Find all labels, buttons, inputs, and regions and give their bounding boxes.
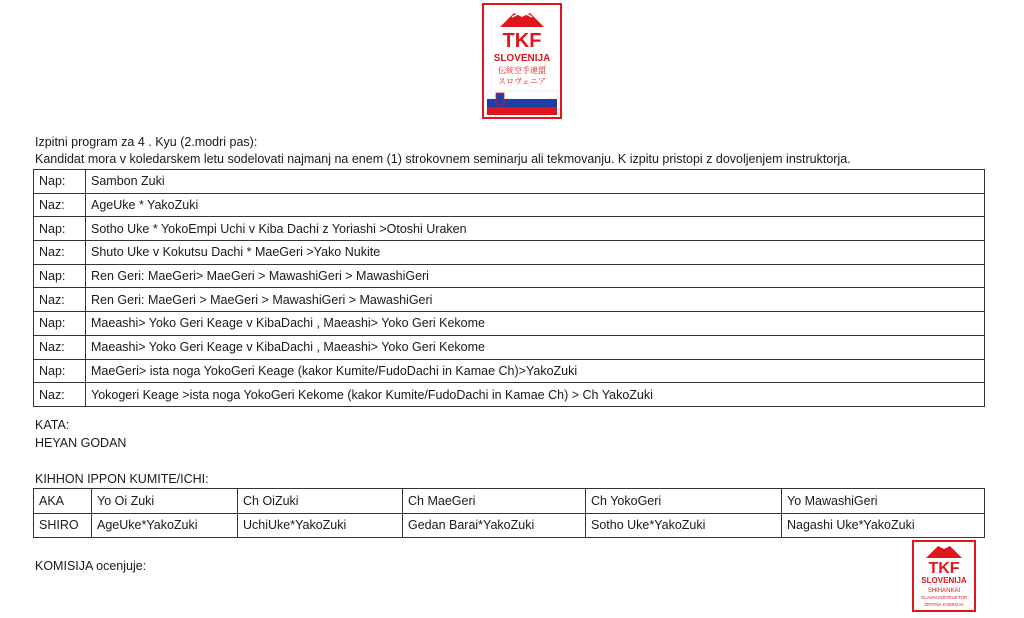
table-cell: Ch MaeGeri: [403, 489, 586, 514]
table-row: [34, 513, 985, 538]
table-row: [34, 359, 985, 383]
table-cell: Gedan Barai*YakoZuki: [403, 513, 586, 538]
row-label: SHIRO: [34, 513, 92, 538]
row-label: Nap:: [34, 170, 86, 194]
row-label: Naz:: [34, 241, 86, 265]
table-row: [34, 264, 985, 288]
stamp-line4: IZPITNA KOMISIJA: [924, 602, 964, 607]
row-label: Naz:: [34, 335, 86, 359]
technique-cell: MaeGeri> ista noga YokoGeri Keage (kakor Kumite/FudoDachi in Kamae Ch)>YakoZuki: [86, 359, 985, 383]
kata-title: KATA:: [35, 418, 70, 432]
row-label: AKA: [34, 489, 92, 514]
stamp-letters: TKF: [928, 560, 960, 577]
table-row: [34, 170, 985, 194]
kihon-title: KIHHON IPPON KUMITE/ICHI:: [35, 472, 209, 486]
technique-cell: Ren Geri: MaeGeri > MaeGeri > MawashiGeri > MawashiGeri: [86, 288, 985, 312]
technique-cell: Maeashi> Yoko Geri Keage v KibaDachi , Maeashi> Yoko Geri Kekome: [86, 312, 985, 336]
technique-cell: Sambon Zuki: [86, 170, 985, 194]
exam-requirement-text: Kandidat mora v koledarskem letu sodelovati najmanj na enem (1) strokovnem seminarju ali tekmovanju. K izpitu pristopi z dovoljenjem instruktorja.: [35, 152, 851, 166]
row-label: Nap:: [34, 359, 86, 383]
table-cell: Nagashi Uke*YakoZuki: [782, 513, 985, 538]
row-label: Nap:: [34, 312, 86, 336]
stamp-line1: SLOVENIJA: [921, 576, 967, 585]
stamp-line2: SHIHANKAI: [927, 588, 961, 594]
table-row: [34, 241, 985, 265]
komisija-label: KOMISIJA ocenjuje:: [35, 559, 147, 573]
table-cell: AgeUke*YakoZuki: [92, 513, 238, 538]
exam-program-title: Izpitni program za 4 . Kyu (2.modri pas):: [35, 135, 258, 149]
table-row: [34, 288, 985, 312]
table-cell: UchiUke*YakoZuki: [238, 513, 403, 538]
logo-line3: スロヴェニア: [498, 77, 546, 86]
row-label: Naz:: [34, 383, 86, 407]
technique-table: [33, 169, 985, 407]
row-label: Nap:: [34, 264, 86, 288]
row-label: Naz:: [34, 193, 86, 217]
table-cell: Yo Oi Zuki: [92, 489, 238, 514]
kihon-kumite-table: [33, 488, 985, 538]
table-row: [34, 217, 985, 241]
tkf-stamp-logo: [912, 540, 976, 612]
table-row: [34, 383, 985, 407]
table-cell: Yo MawashiGeri: [782, 489, 985, 514]
logo-line1: SLOVENIJA: [493, 53, 551, 64]
logo-letters: TKF: [502, 30, 542, 52]
technique-cell: Yokogeri Keage >ista noga YokoGeri Kekome (kakor Kumite/FudoDachi in Kamae Ch) > Ch YakoZuki: [86, 383, 985, 407]
table-row: [34, 489, 985, 514]
table-row: [34, 335, 985, 359]
technique-cell: Maeashi> Yoko Geri Keage v KibaDachi , Maeashi> Yoko Geri Kekome: [86, 335, 985, 359]
row-label: Nap:: [34, 217, 86, 241]
logo-line2: 伝統空手連盟: [498, 66, 546, 75]
stamp-line3: GLAVNI INŠTRUKTOR: [920, 595, 968, 600]
technique-cell: Sotho Uke * YokoEmpi Uchi v Kiba Dachi z Yoriashi >Otoshi Uraken: [86, 217, 985, 241]
technique-cell: Ren Geri: MaeGeri> MaeGeri > MawashiGeri > MawashiGeri: [86, 264, 985, 288]
table-cell: Sotho Uke*YakoZuki: [586, 513, 782, 538]
table-cell: Ch YokoGeri: [586, 489, 782, 514]
table-cell: Ch OiZuki: [238, 489, 403, 514]
row-label: Naz:: [34, 288, 86, 312]
tkf-slovenija-logo: [482, 3, 562, 119]
kata-value: HEYAN GODAN: [35, 436, 127, 450]
table-row: [34, 193, 985, 217]
technique-cell: AgeUke * YakoZuki: [86, 193, 985, 217]
technique-cell: Shuto Uke v Kokutsu Dachi * MaeGeri >Yako Nukite: [86, 241, 985, 265]
table-row: [34, 312, 985, 336]
